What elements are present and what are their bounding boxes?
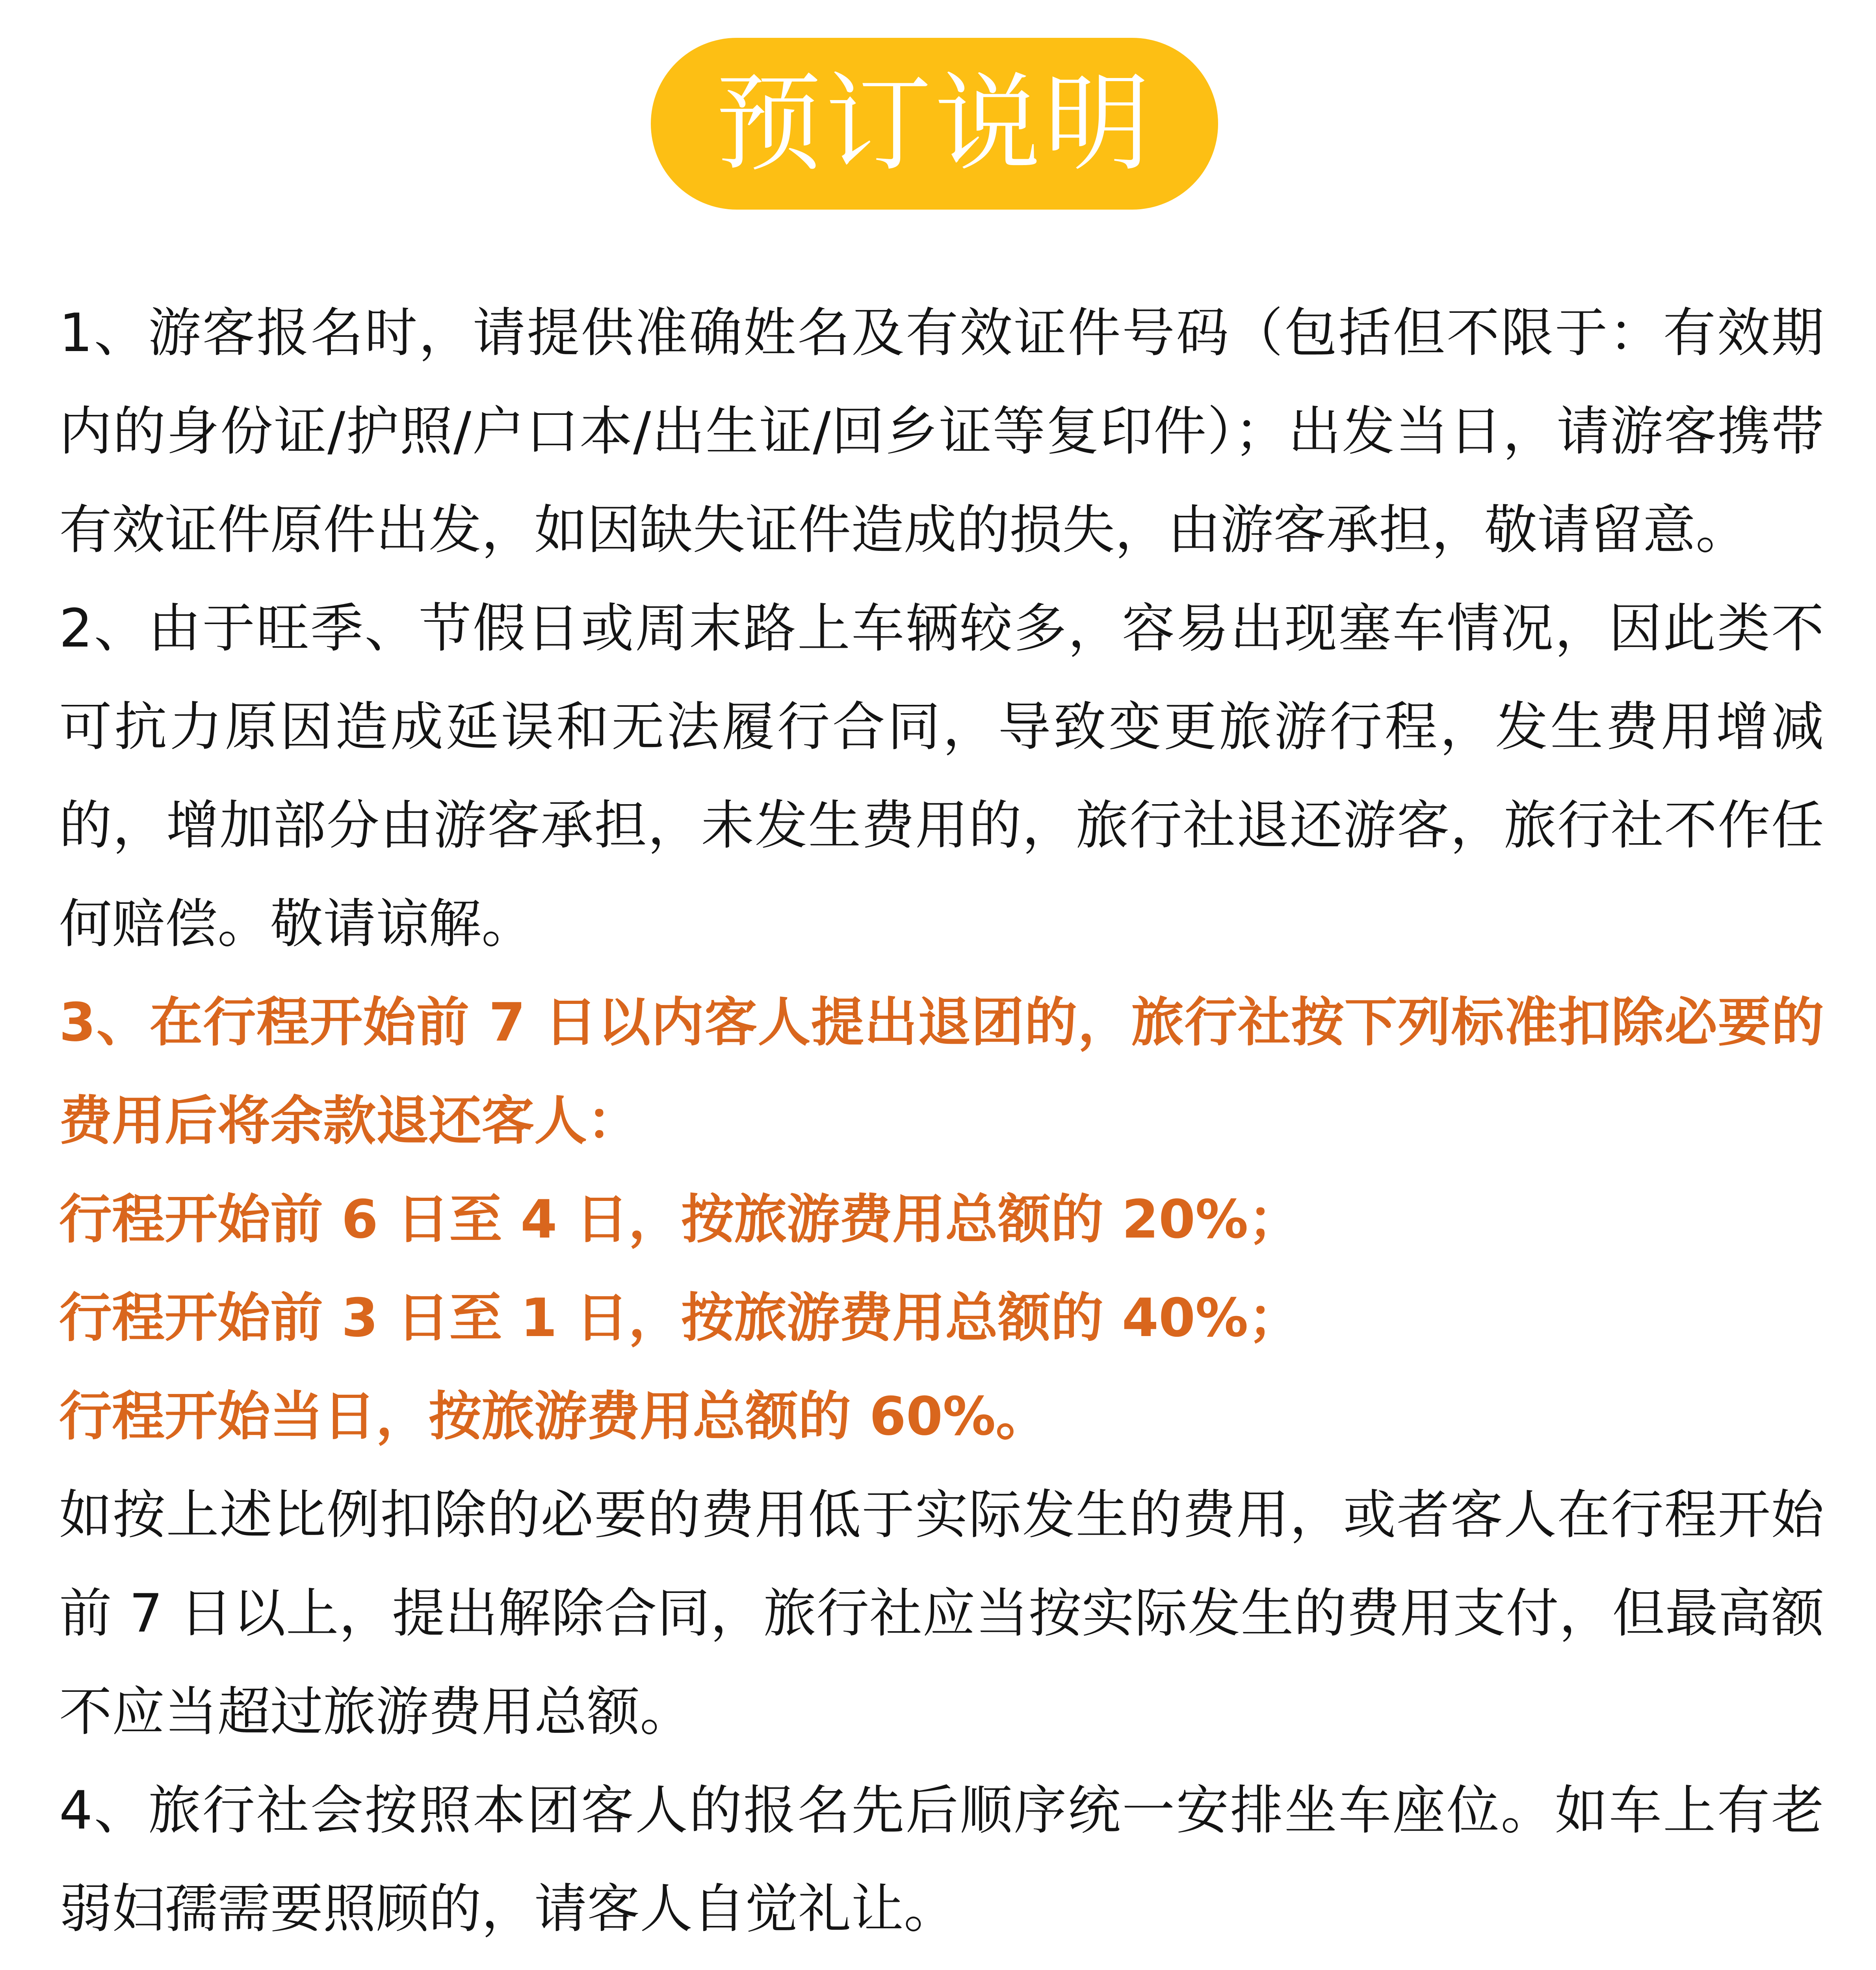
refund-rule-2: 行程开始前 3 日至 1 日，按旅游费用总额的 40%； [59, 1287, 1301, 1349]
note-paragraph-3: 3、在行程开始前 7 日以内客人提出退团的，旅行社按下列标准扣除必要的费用后将余款退还客人： [59, 992, 1824, 1152]
refund-rule-3: 行程开始当日，按旅游费用总额的 60%。 [59, 1386, 1049, 1447]
booking-notes [59, 284, 1824, 1970]
note-paragraph-5 [59, 1958, 1824, 1970]
page-title: 预订说明 [715, 61, 1153, 186]
note-paragraph-2: 2、由于旺季、节假日或周末路上车辆较多，容易出现塞车情况，因此类不可抗力原因造成延误和无法履行合同，导致变更旅游行程，发生费用增减的，增加部分由游客承担，未发生费用的，旅行社退还游客，旅行社不作任何赔偿。敬请谅解。 [59, 598, 1824, 955]
title-banner [651, 38, 1218, 210]
refund-rule-1: 行程开始前 6 日至 4 日，按旅游费用总额的 20%； [59, 1189, 1301, 1250]
refund-note: 如按上述比例扣除的必要的费用低于实际发生的费用，或者客人在行程开始前 7 日以上，提出解除合同，旅行社应当按实际发生的费用支付，但最高额不应当超过旅游费用总额。 [59, 1484, 1824, 1743]
note-paragraph-4: 4、旅行社会按照本团客人的报名先后顺序统一安排坐车座位。如车上有老弱妇孺需要照顾的，请客人自觉礼让。 [59, 1780, 1824, 1940]
note-paragraph-1: 1、游客报名时，请提供准确姓名及有效证件号码（包括但不限于：有效期内的身份证/护照/户口本/出生证/回乡证等复印件）；出发当日，请游客携带有效证件原件出发，如因缺失证件造成的损失，由游客承担，敬请留意。 [59, 302, 1824, 561]
